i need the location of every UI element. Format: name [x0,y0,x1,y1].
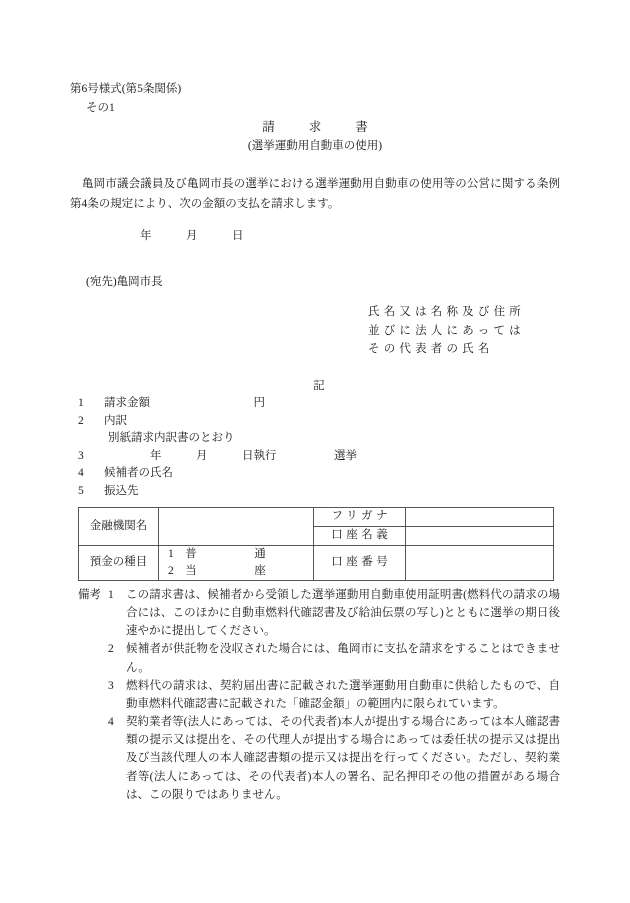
note-text: 契約業者等(法人にあっては、その代表者)本人が提出する場合にあっては本人確認書類の提示又は提出を、その代理人が提出する場合にあっては委任状の提示又は提出及び当該代理人の本人確認書類の提示又は提出を行ってください。ただし、契約業者等(法人にあっては、その代表者)本人の署名、記名押印その他の措置がある場合は、この限りではありません。 [126,716,560,801]
document-subtitle: (選挙運動用自動車の使用) [247,140,383,152]
item-text: 候補者の氏名 [104,467,173,479]
note-item [78,713,560,804]
numbered-items-list [78,395,558,500]
item-text: 振込先 [104,484,139,497]
item-number: 3 [78,449,84,462]
note-number: 3 [108,679,114,692]
table-row [79,508,554,527]
item-text: 内訳 [104,414,127,427]
signature-line-2: 並びに法人にあっては [368,324,525,337]
note-text: 燃料代の請求は、契約届出書に記載された選挙運動用自動車に供給したもので、自動車燃料代確認書に記載された「確認金額」の範囲内に限られています。 [126,679,560,710]
list-item [78,395,558,413]
item-text: 年 月 日執行 選挙 [104,449,357,462]
note-number: 1 [108,589,114,601]
note-text: 候補者が供託物を没収された場合には、亀岡市に支払を請求をすることはできません。 [126,643,560,674]
notes-section [78,586,560,804]
note-item [78,586,560,640]
deposit-option-toza[interactable]: 2 当 座 [168,565,266,577]
list-item-sub: 別紙請求内訳書のとおり [108,432,235,444]
bank-name-value[interactable] [159,508,314,546]
addressee: (宛先)亀岡市長 [86,276,163,288]
bank-account-table [78,507,554,581]
note-item [78,640,560,676]
document-title-text: 請求書 [262,120,402,134]
deposit-option-futsu[interactable]: 1 普 通 [168,548,266,560]
item-number: 5 [78,484,84,497]
note-number: 2 [108,643,114,656]
ki-marker: 記 [313,380,325,392]
item-text: 請求金額 円 [104,397,265,409]
bank-name-label: 金融機関名 [79,508,159,546]
signature-line-1: 氏名又は名称及び住所 [368,306,525,318]
table-row [79,546,554,581]
signature-block [368,303,525,359]
furigana-label: フリガナ [314,508,406,527]
list-item [78,465,558,483]
note-item [78,677,560,713]
intro-paragraph [70,175,560,215]
item-number: 4 [78,467,84,479]
account-name-value[interactable] [406,527,554,546]
item-number: 2 [78,414,84,427]
date-line: 年 月 日 [140,230,244,242]
deposit-type-options[interactable] [159,546,314,581]
intro-paragraph-text: 亀岡市議会議員及び亀岡市長の選挙における選挙運動用自動車の使用等の公営に関する条例第4条の規定により、次の金額の支払を請求します。 [70,178,560,210]
deposit-type-label: 預金の種目 [79,546,159,581]
note-number: 4 [108,716,114,729]
item-number: 1 [78,397,84,409]
list-item [78,413,558,431]
signature-line-3: その代表者の氏名 [368,343,494,356]
notes-heading: 備考 [78,589,101,601]
account-number-label: 口座番号 [314,546,406,581]
list-item [78,483,558,501]
account-number-value[interactable] [406,546,554,581]
note-text: この請求書は、候補者から受領した選挙運動用自動車使用証明書(燃料代の請求の場合には、このほかに自動車燃料代確認書及び給油伝票の写し)とともに選挙の期日後速やかに提出してください。 [126,589,560,638]
form-sub-number: その1 [86,102,115,114]
document-title [0,118,630,137]
furigana-value[interactable] [406,508,554,527]
list-item [78,448,558,466]
account-name-label: 口座名義 [314,527,406,546]
form-number: 第6号様式(第5条関係) [70,83,182,95]
